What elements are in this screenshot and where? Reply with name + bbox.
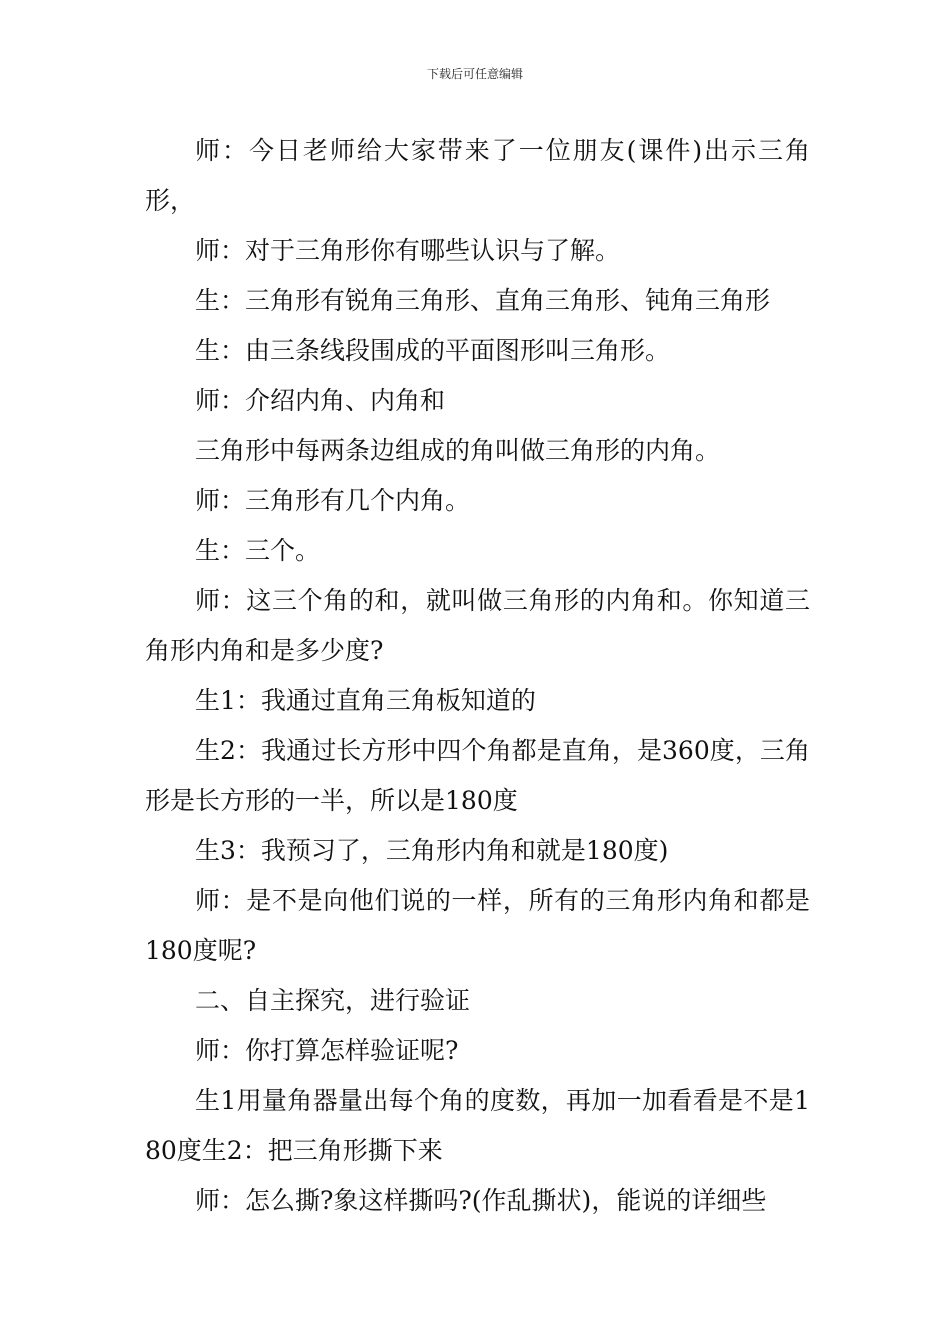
paragraph: 师：对于三角形你有哪些认识与了解。 xyxy=(195,236,621,265)
paragraph: 师：今日老师给大家带来了一位朋友(课件)出示三角形， xyxy=(145,136,810,215)
paragraph: 生：由三条线段围成的平面图形叫三角形。 xyxy=(195,336,671,365)
paragraph: 生：三个。 xyxy=(195,536,321,565)
paragraph: 师：是不是向他们说的一样，所有的三角形内角和都是180度呢? xyxy=(145,886,810,965)
paragraph: 生：三角形有锐角三角形、直角三角形、钝角三角形 xyxy=(195,286,771,315)
paragraph: 师：介绍内角、内角和 xyxy=(195,386,446,415)
paragraph: 三角形中每两条边组成的角叫做三角形的内角。 xyxy=(195,436,721,465)
header-note: 下载后可任意编辑 xyxy=(426,67,523,81)
paragraph: 生3：我预习了，三角形内角和就是180度) xyxy=(195,836,669,865)
paragraph: 生1用量角器量出每个角的度数，再加一加看看是不是180度生2：把三角形撕下来 xyxy=(145,1086,810,1165)
paragraph: 师：你打算怎样验证呢? xyxy=(195,1036,459,1065)
paragraph: 师：这三个角的和，就叫做三角形的内角和。你知道三角形内角和是多少度? xyxy=(145,586,810,665)
paragraph: 生2：我通过长方形中四个角都是直角，是360度，三角形是长方形的一半，所以是180度 xyxy=(145,736,810,815)
section-heading: 二、自主探究，进行验证 xyxy=(195,986,471,1015)
paragraph: 生1：我通过直角三角板知道的 xyxy=(195,686,536,715)
paragraph: 师：三角形有几个内角。 xyxy=(195,486,471,515)
paragraph: 师：怎么撕?象这样撕吗?(作乱撕状)，能说的详细些 xyxy=(195,1186,767,1215)
document-body xyxy=(145,126,810,1226)
